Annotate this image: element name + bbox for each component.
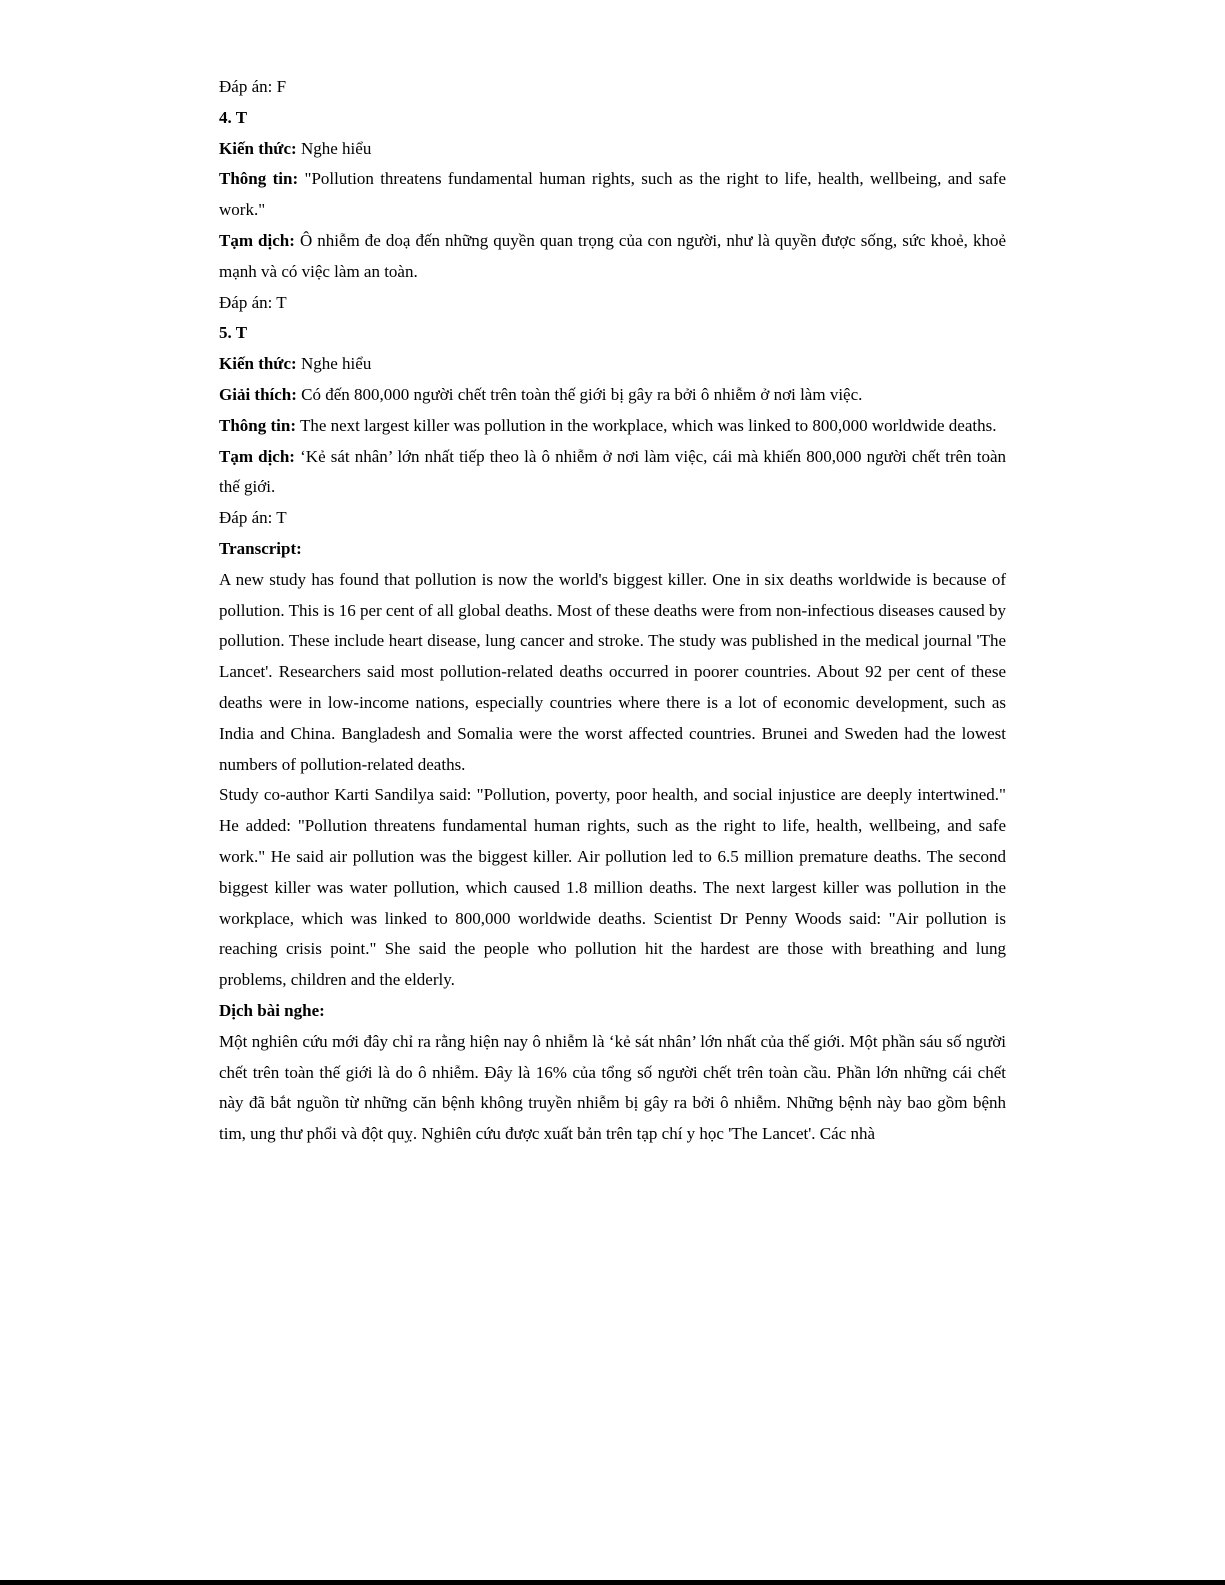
q5-giaithich-label: Giải thích: bbox=[219, 384, 297, 404]
q5-thongtin bbox=[219, 411, 1006, 442]
q4-answer: Đáp án: T bbox=[219, 292, 287, 312]
q5-kienthuc bbox=[219, 349, 1006, 380]
transcript-heading: Transcript: bbox=[219, 538, 302, 558]
q5-kienthuc-value: Nghe hiểu bbox=[300, 354, 372, 374]
q4-tamdich-value: Ô nhiễm đe doạ đến những quyền quan trọng của con người, như là quyền được sống, sức khoẻ, khoẻ mạnh và có việc làm an toàn. bbox=[219, 230, 1007, 281]
q5-thongtin-label: Thông tin: bbox=[219, 415, 296, 435]
q5-answer: Đáp án: T bbox=[219, 508, 287, 528]
q5-thongtin-value: The next largest killer was pollution in the workplace, which was linked to 800,000 worldwide deaths. bbox=[299, 415, 997, 435]
q5-heading: 5. T bbox=[219, 323, 248, 343]
translation-paragraph-1: Một nghiên cứu mới đây chỉ ra rằng hiện nay ô nhiễm là ‘kẻ sát nhân’ lớn nhất của thế giới. Một phần sáu số người chết trên toàn thế giới là do ô nhiễm. Đây là 16% của tổng số người chết trên toàn cầu. Phần lớn những cái chết này đã bắt nguồn từ những căn bệnh không truyền nhiễm bị gây ra bởi ô nhiễm. Những bệnh này bao gồm bệnh tim, ung thư phổi và đột quỵ. Nghiên cứu được xuất bản trên tạp chí y học 'The Lancet'. Các nhà bbox=[219, 1031, 1006, 1144]
q4-heading: 4. T bbox=[219, 107, 248, 127]
transcript-paragraph-2: Study co-author Karti Sandilya said: "Pollution, poverty, poor health, and social injustice are deeply intertwined." He added: "Pollution threatens fundamental human rights, such as the right to life, health, wellbeing, and safe work." He said air pollution was the biggest killer. Air pollution led to 6.5 million premature deaths. The second biggest killer was water pollution, which caused 1.8 million deaths. The next largest killer was pollution in the workplace, which was linked to 800,000 worldwide deaths. Scientist Dr Penny Woods said: "Air pollution is reaching crisis point." She said the people who pollution hit the hardest are those with breathing and lung problems, children and the elderly. bbox=[219, 785, 1006, 990]
q4-kienthuc-label: Kiến thức: bbox=[219, 138, 297, 158]
q4-kienthuc-value: Nghe hiểu bbox=[300, 138, 372, 158]
q5-tamdich-value: ‘Kẻ sát nhân’ lớn nhất tiếp theo là ô nhiễm ở nơi làm việc, cái mà khiến 800,000 người chết trên toàn thế giới. bbox=[219, 446, 1007, 497]
q5-kienthuc-label: Kiến thức: bbox=[219, 354, 297, 374]
q5-tamdich bbox=[219, 442, 1006, 504]
q4-thongtin-label: Thông tin: bbox=[219, 169, 299, 189]
document-page bbox=[219, 72, 1006, 1150]
q5-giaithich-value: Có đến 800,000 người chết trên toàn thế giới bị gây ra bởi ô nhiễm ở nơi làm việc. bbox=[301, 384, 863, 404]
q4-tamdich-label: Tạm dịch: bbox=[219, 230, 295, 250]
transcript-paragraph-1: A new study has found that pollution is now the world's biggest killer. One in six deaths worldwide is because of pollution. This is 16 per cent of all global deaths. Most of these deaths were from non-infectious diseases caused by pollution. These include heart disease, lung cancer and stroke. The study was published in the medical journal 'The Lancet'. Researchers said most pollution-related deaths occurred in poorer countries. About 92 per cent of these deaths were in low-income nations, especially countries where there is a lot of economic development, such as India and China. Bangladesh and Somalia were the worst affected countries. Brunei and Sweden had the lowest numbers of pollution-related deaths. bbox=[219, 569, 1006, 774]
translation-heading: Dịch bài nghe: bbox=[219, 1000, 325, 1020]
page-bottom-border bbox=[0, 1580, 1225, 1585]
q5-giaithich bbox=[219, 380, 1006, 411]
q4-thongtin bbox=[219, 164, 1006, 226]
q4-tamdich bbox=[219, 226, 1006, 288]
q5-tamdich-label: Tạm dịch: bbox=[219, 446, 295, 466]
q4-kienthuc bbox=[219, 134, 1006, 165]
q3-answer: Đáp án: F bbox=[219, 77, 287, 96]
q4-thongtin-value: "Pollution threatens fundamental human rights, such as the right to life, health, wellbeing, and safe work." bbox=[219, 169, 1007, 220]
